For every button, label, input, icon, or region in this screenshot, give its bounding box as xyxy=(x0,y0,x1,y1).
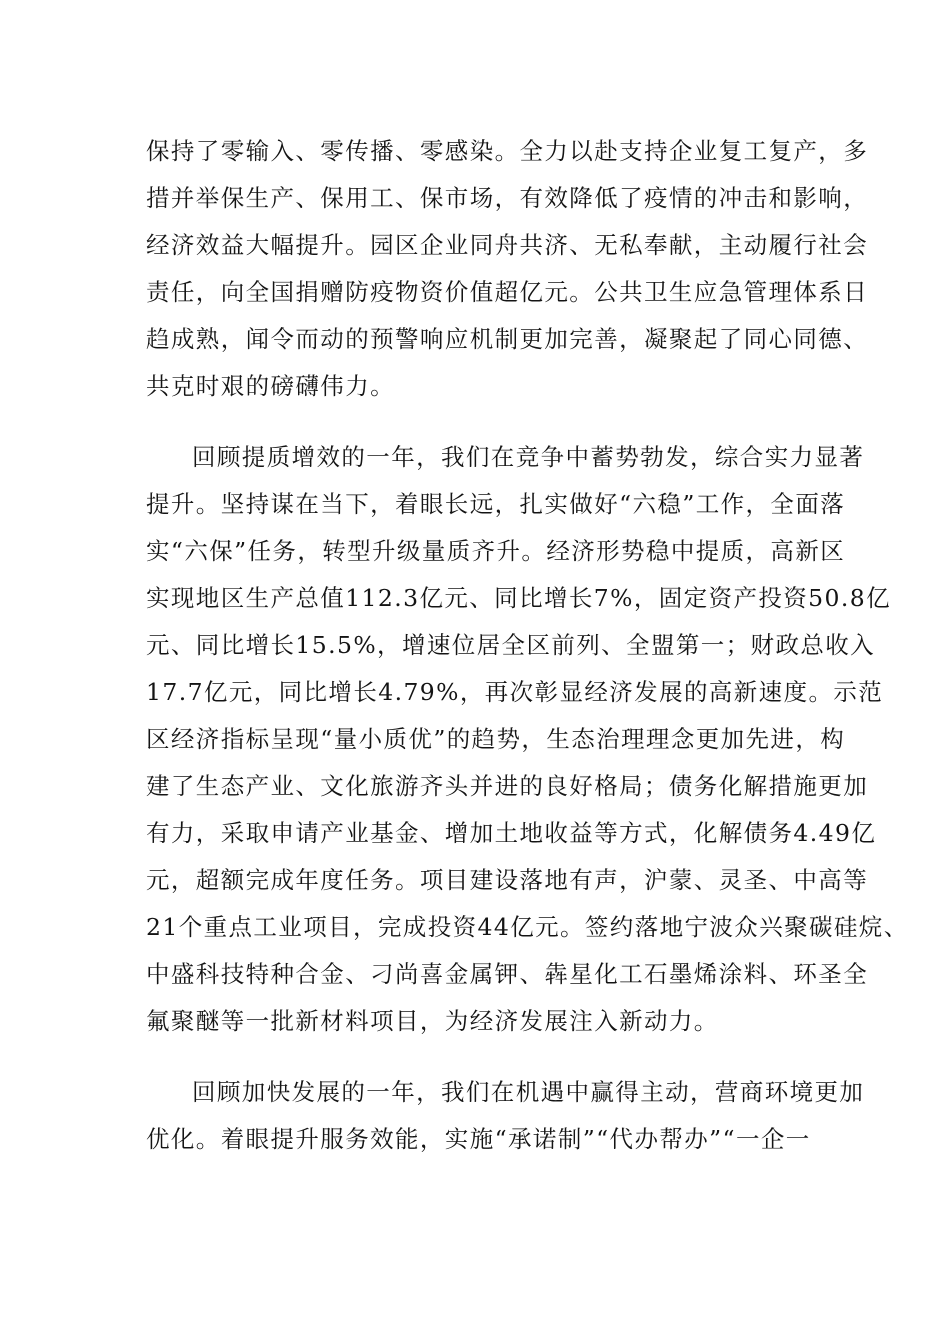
text-line: 趋成熟，闻令而动的预警响应机制更加完善，凝聚起了同心同德、 xyxy=(146,325,869,353)
text-line: 共克时艰的磅礴伟力。 xyxy=(146,372,395,400)
text-line: 实现地区生产总值112.3亿元、同比增长7%，固定资产投资50.8亿 xyxy=(146,584,891,612)
text-line: 提升。坚持谋在当下，着眼长远，扎实做好“六稳”工作，全面落 xyxy=(146,490,846,518)
text-line: 中盛科技特种合金、刁尚喜金属钾、犇星化工石墨烯涂料、环圣全 xyxy=(146,960,869,988)
text-line: 氟聚醚等一批新材料项目，为经济发展注入新动力。 xyxy=(146,1007,719,1035)
text-line: 21个重点工业项目，完成投资44亿元。签约落地宁波众兴聚碳硅烷、 xyxy=(146,913,909,941)
text-line: 优化。着眼提升服务效能，实施“承诺制”“代办帮办”“一企一 xyxy=(146,1125,811,1153)
paragraph-first-line: 回顾加快发展的一年，我们在机遇中赢得主动，营商环境更加 xyxy=(192,1078,865,1106)
text-line: 保持了零输入、零传播、零感染。全力以赴支持企业复工复产，多 xyxy=(146,137,869,165)
text-line: 经济效益大幅提升。园区企业同舟共济、无私奉献，主动履行社会 xyxy=(146,231,869,259)
text-line: 17.7亿元，同比增长4.79%，再次彰显经济发展的高新速度。示范 xyxy=(146,678,884,706)
text-line: 区经济指标呈现“量小质优”的趋势，生态治理理念更加先进，构 xyxy=(146,725,846,753)
text-line: 元，超额完成年度任务。项目建设落地有声，沪蒙、灵圣、中高等 xyxy=(146,866,869,894)
text-line: 实“六保”任务，转型升级量质齐升。经济形势稳中提质，高新区 xyxy=(146,537,846,565)
text-line: 有力，采取申请产业基金、增加土地收益等方式，化解债务4.49亿 xyxy=(146,819,877,847)
text-line: 措并举保生产、保用工、保市场，有效降低了疫情的冲击和影响， xyxy=(146,184,869,212)
text-line: 责任，向全国捐赠防疫物资价值超亿元。公共卫生应急管理体系日 xyxy=(146,278,869,306)
text-line: 元、同比增长15.5%，增速位居全区前列、全盟第一；财政总收入 xyxy=(146,631,876,659)
paragraph-first-line: 回顾提质增效的一年，我们在竞争中蓄势勃发，综合实力显著 xyxy=(192,443,865,471)
text-line: 建了生态产业、文化旅游齐头并进的良好格局；债务化解措施更加 xyxy=(146,772,869,800)
